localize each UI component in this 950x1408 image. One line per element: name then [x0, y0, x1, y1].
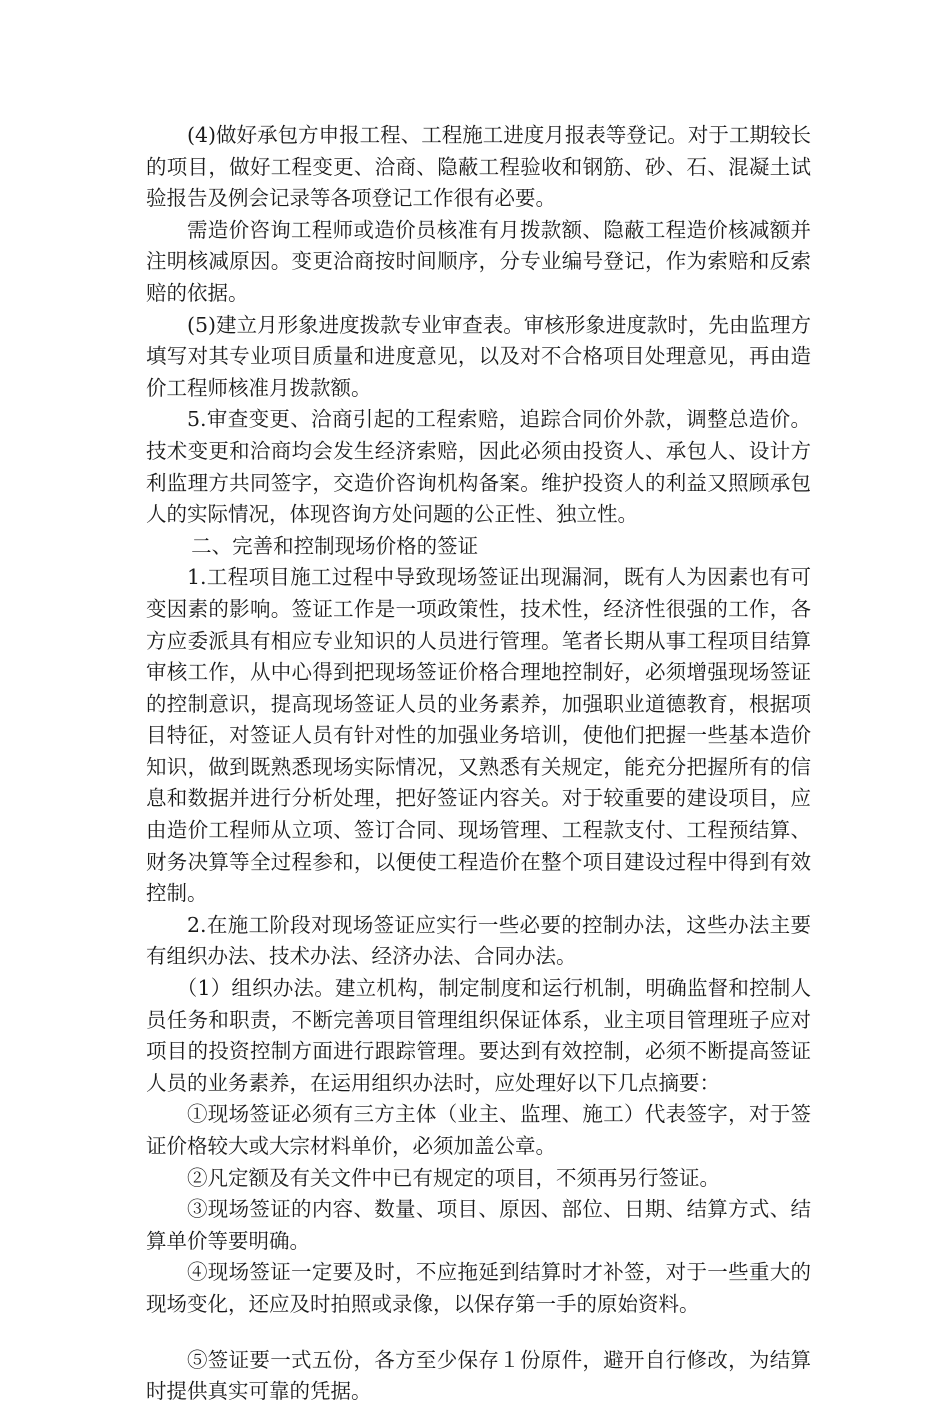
paragraph-approval-note: 需造价咨询工程师或造价员核准有月拨款额、隐蔽工程造价核减额并注明核减原因。变更洽商按时间顺序，分专业编号登记，作为索赔和反索赔的依据。 — [146, 217, 811, 305]
list-item-3: ③现场签证的内容、数量、项目、原因、部位、日期、结算方式、结算单价等要明确。 — [146, 1197, 811, 1253]
paragraph-gap — [146, 1321, 811, 1345]
paragraph-item-5: (5)建立月形象进度拨款专业审查表。审核形象进度款时，先由监理方填写对其专业项目质量和进度意见，以及对不合格项目处理意见，再由造价工程师核准月拨款额。 — [146, 312, 811, 400]
list-item-5: ⑤签证要一式五份，各方至少保存１份原件，避开自行修改，为结算时提供真实可靠的凭据。 — [146, 1347, 811, 1404]
section-heading-2: 二、完善和控制现场价格的签证 — [191, 533, 479, 558]
paragraph-point-2: 2.在施工阶段对现场签证应实行一些必要的控制办法，这些办法主要有组织办法、技术办法、经济办法、合同办法。 — [146, 912, 811, 969]
paragraph-point-1: 1.工程项目施工过程中导致现场签证出现漏洞，既有人为因素也有可变因素的影响。签证工作是一项政策性，技术性，经济性很强的工作，各方应委派具有相应专业知识的人员进行管理。笔者长期从事工程项目结算审核工作，从中心得到把现场签证价格合理地控制好，必须增强现场签证的控制意识，提高现场签证人员的业务素养，加强职业道德教育，根据项目特征，对签证人员有针对性的加强业务培训，使他们把握一些基本造价知识，做到既熟悉现场实际情况，又熟悉有关规定，能充分把握所有的信息和数据并进行分析处理，把好签证内容关。对于较重要的建设项目，应由造价工程师从立项、签订合同、现场管理、工程款支付、工程预结算、财务决算等全过程参和，以便使工程造价在整个项目建设过程中得到有效控制。 — [146, 565, 811, 906]
list-item-2: ②凡定额及有关文件中已有规定的项目，不须再另行签证。 — [187, 1165, 720, 1190]
paragraph-organization-method: （1）组织办法。建立机构，制定制度和运行机制，明确监督和控制人员任务和职责，不断完善项目管理组织保证体系，业主项目管理班子应对项目的投资控制方面进行跟踪管理。要达到有效控制，必须不断提高签证人员的业务素养，在运用组织办法时，应处理好以下几点摘要： — [146, 976, 811, 1095]
list-item-4: ④现场签证一定要及时，不应拖延到结算时才补签，对于一些重大的现场变化，还应及时拍照或录像，以保存第一手的原始资料。 — [146, 1260, 811, 1316]
paragraph-section-5: 5.审查变更、洽商引起的工程索赔，追踪合同价外款，调整总造价。技术变更和洽商均会发生经济索赔，因此必须由投资人、承包人、设计方利监理方共同签字，交造价咨询机构备案。维护投资人的利益又照顾承包人的实际情况，体现咨询方处问题的公正性、独立性。 — [146, 407, 811, 527]
list-item-1: ①现场签证必须有三方主体（业主、监理、施工）代表签字，对于签证价格较大或大宗材料单价，必须加盖公章。 — [146, 1102, 811, 1158]
document-body — [146, 120, 811, 1408]
paragraph-item-4: (4)做好承包方申报工程、工程施工进度月报表等登记。对于工期较长的项目，做好工程变更、洽商、隐蔽工程验收和钢筋、砂、石、混凝土试验报告及例会记录等各项登记工作很有必要。 — [146, 123, 811, 211]
